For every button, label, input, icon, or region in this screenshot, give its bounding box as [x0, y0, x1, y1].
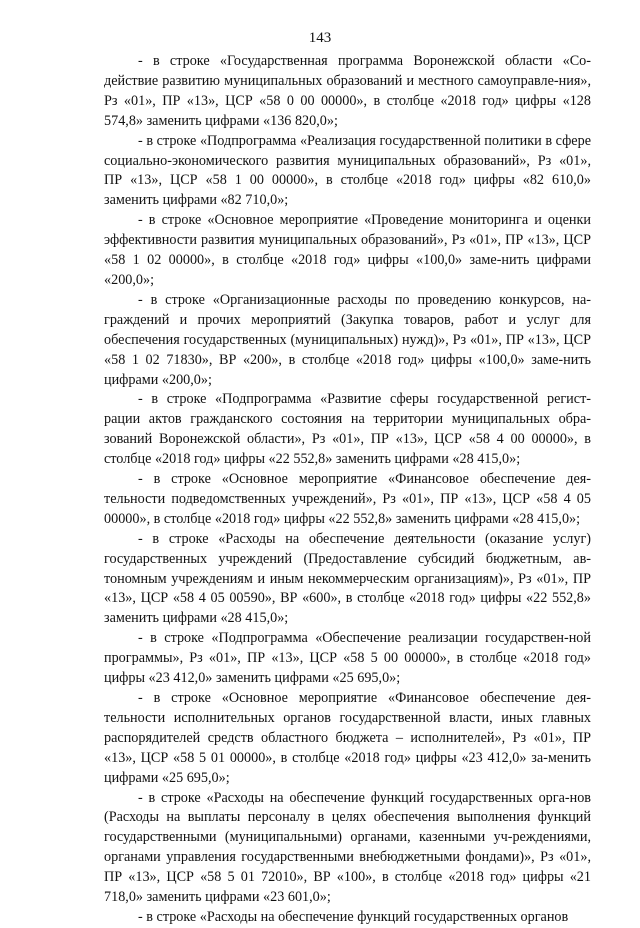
paragraph: - в строке «Расходы на обеспечение функций государственных органов [138, 908, 569, 925]
paragraph: - в строке «Основное мероприятие «Финансовое обеспечение дея-тельности исполнительных органов государственной власти, иных главных распорядителей средств областного бюджета – исполнителей», Рз «01», ПР «13», ЦСР «58 5 01 00000», в столбце «2018 год» цифры «23 412,0» за-менить цифрами «25 695,0»; [104, 690, 591, 786]
paragraph: - в строке «Подпрограмма «Развитие сферы государственной регист-рации актов гражданского состояния на территории муниципальных обра-зований Воронежской области», Рз «01», ПР «13», ЦСР «58 4 00 00000», в столбце «2018 год» цифры «22 552,8» заменить цифрами «28 415,0»; [104, 391, 591, 468]
paragraph: - в строке «Государственная программа Воронежской области «Со-действие развитию муниципальных образований и местного самоуправле-ния», Рз «01», ПР «13», ЦСР «58 0 00 00000», в столбце «2018 год» цифры «128 574,8» заменить цифрами «136 820,0»; [104, 53, 591, 129]
paragraph: - в строке «Расходы на обеспечение функций государственных орга-нов (Расходы на выплаты персоналу в целях обеспечения выполнения функций государственными (муниципальными) органами, казенными уч-реждениями, органами управления государственными внебюджетными фондами)», Рз «01», ПР «13», ЦСР «58 5 01 72010», ВР «100», в столбце «2018 год» цифры «21 718,0» заменить цифрами «23 601,0»; [104, 789, 591, 906]
paragraph: - в строке «Подпрограмма «Обеспечение реализации государствен-ной программы», Рз «01», ПР «13», ЦСР «58 5 00 00000», в столбце «2018 год» цифры «23 412,0» заменить цифрами «25 695,0»; [104, 630, 591, 687]
document-body [104, 52, 591, 928]
paragraph: - в строке «Основное мероприятие «Проведение мониторинга и оценки эффективности развития муниципальных образований», Рз «01», ПР «13», ЦСР «58 1 02 00000», в столбце «2018 год» цифры «100,0» заме-нить цифрами «200,0»; [104, 212, 591, 288]
paragraph: - в строке «Основное мероприятие «Финансовое обеспечение дея-тельности подведомственных учреждений», Рз «01», ПР «13», ЦСР «58 4 05 00000», в столбце «2018 год» цифры «22 552,8» заменить цифрами «28 415,0»; [104, 471, 591, 527]
paragraph: - в строке «Организационные расходы по проведению конкурсов, на-граждений и прочих мероприятий (Закупка товаров, работ и услуг для обеспечения государственных (муниципальных) нужд)», Рз «01», ПР «13», ЦСР «58 1 02 71830», ВР «200», в столбце «2018 год» цифры «100,0» заме-нить цифрами «200,0»; [104, 291, 591, 388]
paragraph: - в строке «Подпрограмма «Реализация государственной политики в сфере социально-экономического развития муниципальных образований», Рз «01», ПР «13», ЦСР «58 1 00 00000», в столбце «2018 год» цифры «82 610,0» заменить цифрами «82 710,0»; [104, 132, 591, 209]
page-number: 143 [308, 30, 332, 46]
paragraph: - в строке «Расходы на обеспечение деятельности (оказание услуг) государственных учреждений (Предоставление субсидий бюджетным, ав-тономным учреждениям и иным некоммерческим организациям)», Рз «01», ПР «13», ЦСР «58 4 05 00590», ВР «600», в столбце «2018 год» цифры «22 552,8» заменить цифрами «28 415,0»; [104, 530, 591, 627]
